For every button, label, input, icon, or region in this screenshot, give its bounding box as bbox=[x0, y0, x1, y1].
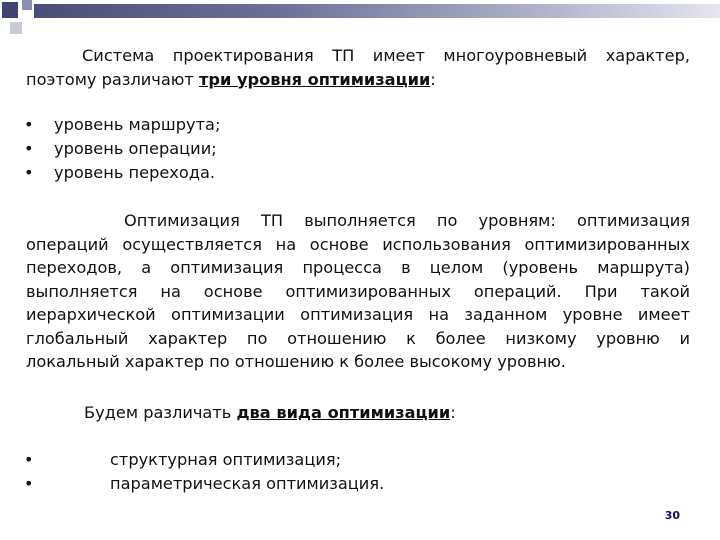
intro-line-2 bbox=[26, 68, 690, 92]
header-decoration bbox=[0, 0, 720, 40]
optimization-paragraph bbox=[26, 209, 690, 374]
intro-line-2-post: : bbox=[430, 69, 436, 89]
type-label: параметрическая оптимизация. bbox=[110, 474, 385, 493]
level-label: уровень маршрута; bbox=[54, 115, 221, 134]
paragraph-line: переходов, а оптимизация процесса в целом (уровень маршрута) bbox=[26, 258, 690, 277]
intro-line-2-pre: поэтому различают bbox=[26, 69, 199, 89]
types-intro-post: : bbox=[450, 403, 456, 422]
deco-square-outline bbox=[10, 22, 22, 34]
intro-paragraph bbox=[26, 44, 690, 91]
deco-square-large bbox=[2, 2, 18, 18]
paragraph-line: локальный характер по отношению к более высокому уровню. bbox=[26, 352, 566, 371]
type-label: структурная оптимизация; bbox=[110, 450, 342, 469]
bullet-icon: • bbox=[24, 163, 34, 182]
paragraph-line: выполняется на основе оптимизированных операций. При такой bbox=[26, 281, 690, 301]
header-gradient-bar bbox=[34, 4, 720, 18]
paragraph-line: иерархической оптимизации оптимизация на заданном уровне имеет bbox=[26, 305, 690, 324]
deco-square-small bbox=[22, 0, 32, 10]
bullet-icon: • bbox=[24, 139, 34, 158]
page-number: 30 bbox=[664, 509, 680, 522]
bullet-icon: • bbox=[24, 450, 34, 469]
intro-line-1: Система проектирования ТП имеет многоуровневый характер, bbox=[82, 46, 690, 65]
level-label: уровень операции; bbox=[54, 139, 217, 158]
types-intro bbox=[84, 401, 456, 425]
paragraph-line: операций осуществляется на основе использования оптимизированных bbox=[26, 234, 690, 254]
intro-levels-term: три уровня оптимизации bbox=[199, 69, 431, 89]
level-label: уровень перехода. bbox=[54, 163, 216, 182]
types-intro-pre: Будем различать bbox=[84, 403, 237, 422]
paragraph-line: Оптимизация ТП выполняется по уровням: оптимизация bbox=[124, 211, 690, 230]
types-term: два вида оптимизации bbox=[236, 403, 451, 422]
bullet-icon: • bbox=[24, 474, 34, 493]
paragraph-line: глобальный характер по отношению к более низкому уровню и bbox=[26, 328, 690, 348]
bullet-icon: • bbox=[24, 115, 34, 134]
